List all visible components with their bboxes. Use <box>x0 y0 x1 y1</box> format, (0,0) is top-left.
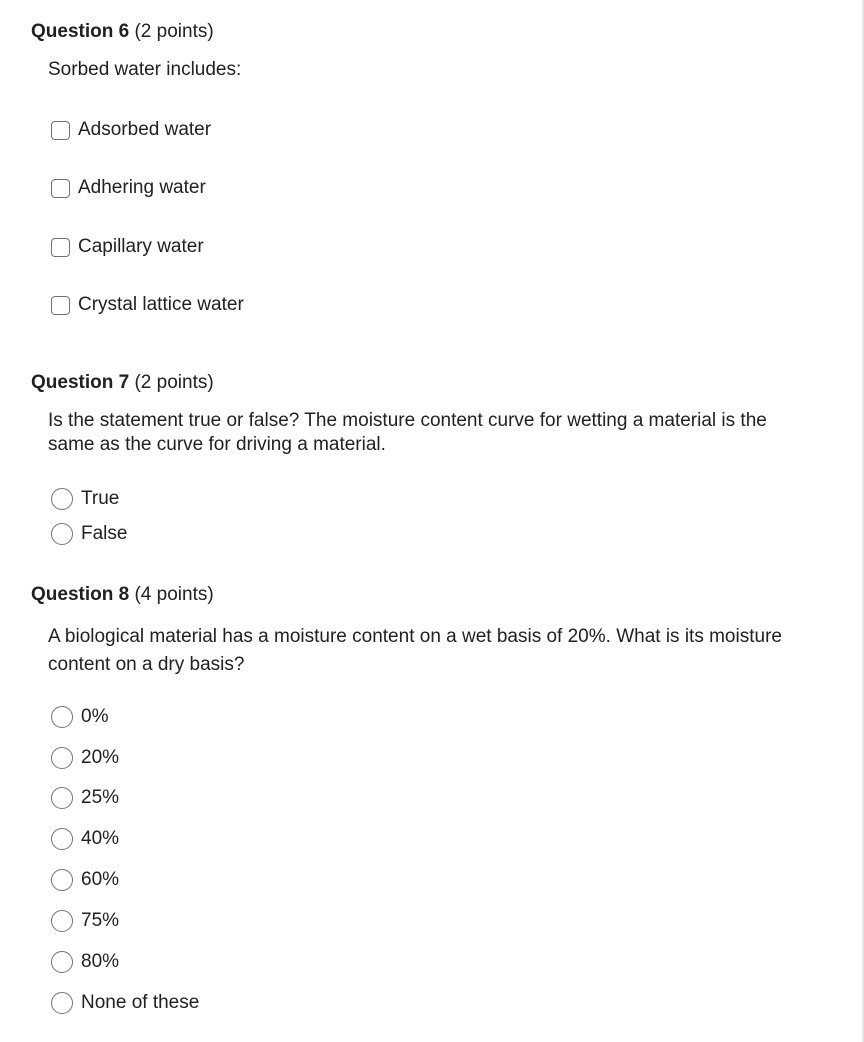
option-none-of-these[interactable] <box>51 989 199 1017</box>
option-capillary-water[interactable] <box>51 233 204 261</box>
radio-button[interactable] <box>51 910 73 932</box>
radio-button[interactable] <box>51 523 73 545</box>
option-label: 25% <box>81 787 120 808</box>
checkbox[interactable] <box>51 296 70 315</box>
option-0-percent[interactable] <box>51 703 108 731</box>
radio-button[interactable] <box>51 747 73 769</box>
option-true[interactable] <box>51 485 119 513</box>
option-75-percent[interactable] <box>51 907 119 935</box>
question-text: Is the statement true or false? The moisture content curve for wetting a material is the same as the curve for driving a material. <box>48 410 767 455</box>
option-label: 80% <box>81 951 120 972</box>
option-label: Adhering water <box>78 177 206 198</box>
option-label: 60% <box>81 869 120 890</box>
option-label: 20% <box>81 747 120 768</box>
question-points: (2 points) <box>134 21 214 42</box>
radio-button[interactable] <box>51 951 73 973</box>
radio-button[interactable] <box>51 992 73 1014</box>
option-40-percent[interactable] <box>51 825 119 853</box>
question-points: (4 points) <box>134 584 214 605</box>
option-crystal-lattice-water[interactable] <box>51 291 244 319</box>
radio-button[interactable] <box>51 828 73 850</box>
option-25-percent[interactable] <box>51 784 119 812</box>
radio-button[interactable] <box>51 787 73 809</box>
checkbox[interactable] <box>51 179 70 198</box>
option-adsorbed-water[interactable] <box>51 116 211 144</box>
radio-button[interactable] <box>51 869 73 891</box>
question-title <box>31 20 214 44</box>
checkbox[interactable] <box>51 121 70 140</box>
question-text: Sorbed water includes: <box>48 59 242 80</box>
question-name: Question 6 <box>31 21 130 42</box>
radio-button[interactable] <box>51 706 73 728</box>
option-adhering-water[interactable] <box>51 174 206 202</box>
option-label: Capillary water <box>78 236 204 257</box>
option-label: 40% <box>81 828 120 849</box>
option-label: 75% <box>81 910 120 931</box>
option-20-percent[interactable] <box>51 744 119 772</box>
question-title <box>31 371 214 395</box>
option-label: Adsorbed water <box>78 119 212 140</box>
checkbox[interactable] <box>51 238 70 257</box>
option-label: Crystal lattice water <box>78 294 244 315</box>
option-false[interactable] <box>51 520 127 548</box>
question-points: (2 points) <box>134 372 214 393</box>
option-60-percent[interactable] <box>51 866 119 894</box>
option-label: False <box>81 523 128 544</box>
question-text: A biological material has a moisture content on a wet basis of 20%. What is its moisture content on a dry basis? <box>48 626 782 675</box>
question-name: Question 7 <box>31 372 130 393</box>
option-label: None of these <box>81 992 200 1013</box>
option-label: True <box>81 488 120 509</box>
question-name: Question 8 <box>31 584 130 605</box>
question-title <box>31 583 214 607</box>
option-label: 0% <box>81 706 109 727</box>
option-80-percent[interactable] <box>51 948 119 976</box>
radio-button[interactable] <box>51 488 73 510</box>
